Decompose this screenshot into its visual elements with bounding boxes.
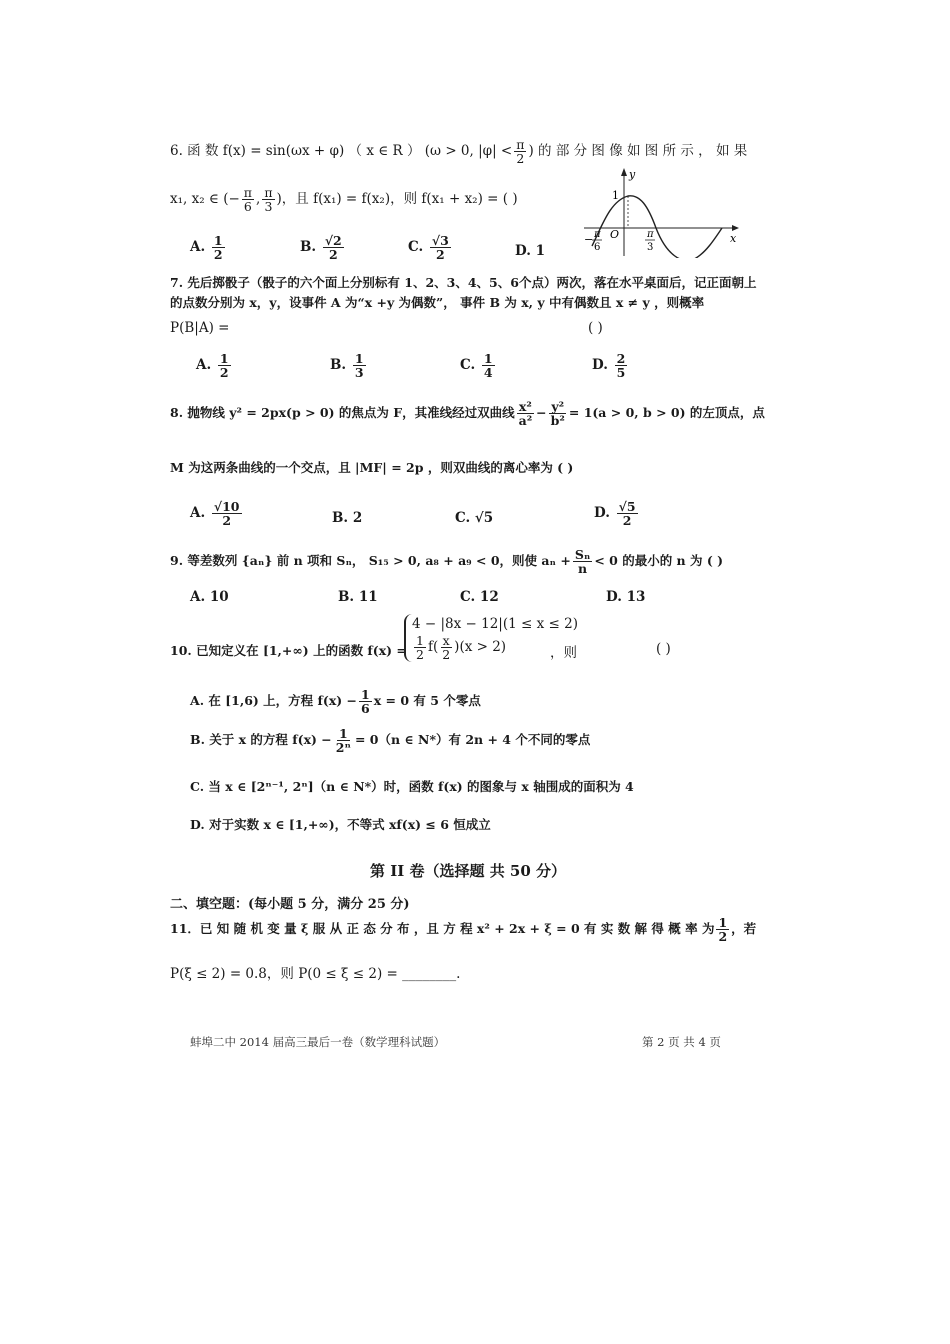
q6-sine-graph [582,166,742,258]
q6-frac-pi-3 [262,186,274,213]
frac-num: π [243,185,253,200]
q9-option-d[interactable] [606,589,645,605]
frac-num: Sₙ [574,547,591,562]
q9-line1-start: 9. 等差数列 {aₙ} 前 n 项和 Sₙ， S₁₅ > 0, a₈ + a₉ < 0，则使 aₙ + [170,553,571,569]
neg-sign: − [584,233,594,246]
q9-option-b[interactable] [338,589,378,605]
q10-lead: 10. 已知定义在 [1,+∞) 上的函数 f(x) = [170,643,407,658]
frac-num: 1 [354,351,364,366]
q11-line1 [170,916,756,943]
frac-den: 3 [264,199,273,215]
frac-num: 1 [718,915,728,930]
q6-line1-tail: ) 的 部 分 图 像 如 图 所 示 ， 如 果 [528,143,748,160]
option-a-start: A. 在 [1,6) 上，方程 f(x) − [190,693,358,709]
option-label: A. [196,357,212,374]
option-label: D. [592,357,608,374]
frac-num: y² [551,399,565,414]
frac-num: 2 [616,351,626,366]
option-label: C. [460,357,476,374]
option-label: B. [300,239,317,256]
q8-line2: M 为这两条曲线的一个交点，且 |MF| = 2p ，则双曲线的离心率为 ( ) [170,460,574,475]
frac-num: √10 [213,499,240,514]
option-value: 10 [209,589,229,605]
y-one-label: 1 [612,189,619,202]
q8-option-c[interactable] [455,510,493,526]
x-axis-arrow [732,225,739,231]
q9-frac-sn-n [573,548,593,575]
q7-answer-paren: ( ) [588,320,603,336]
case2-tail: )(x > 2) [454,639,507,656]
frac-num: √5 [618,499,636,514]
case2-mid: f( [427,639,439,656]
x-axis-label: x [730,232,737,245]
frac-num: √3 [431,233,449,248]
q10-option-b[interactable] [190,727,590,754]
option-fraction [212,234,225,261]
q6-frac-pi-6 [242,186,254,213]
q6-option-a[interactable] [190,234,227,261]
q10-answer-paren: ( ) [656,641,671,657]
footer-left: 蚌埠二中 2014 届高三最后一卷（数学理科试题） [190,1035,446,1049]
option-fraction [617,500,638,527]
option-label: B. [332,510,349,526]
q8-option-d[interactable] [594,500,640,527]
option-a-fraction [359,688,372,715]
pos-tick-num: π [647,229,654,240]
piecewise-case-1: 4 − |8x − 12|(1 ≤ x ≤ 2) [412,616,578,632]
q8-line1-start: 8. 抛物线 y² = 2px(p > 0) 的焦点为 F，其准线经过双曲线 [170,405,515,421]
frac-den: a² [518,413,533,429]
frac-den: b² [550,413,565,429]
option-fraction [212,500,242,527]
frac-den: 5 [616,365,626,381]
frac-den: 2 [222,513,232,529]
pos-tick-den: 3 [647,242,654,253]
q7-line1: 7. 先后掷骰子（骰子的六个面上分别标有 1、2、3、4、5、6个点）两次，落在水平桌面后，记正面朝上 [170,275,757,290]
option-b-start: B. 关于 x 的方程 f(x) − [190,732,332,748]
q6-option-b[interactable] [300,234,346,261]
q7-line2: 的点数分别为 x，y，设事件 A 为“x +y 为偶数”， 事件 B 为 x, y 中有偶数且 x ≠ y ，则概率 [170,295,705,310]
option-fraction [482,352,495,379]
q7-option-b[interactable] [330,352,368,379]
frac-den: 2ⁿ [335,740,351,756]
frac-num: π [264,185,273,200]
frac-num: 1 [219,351,229,366]
frac-num: 1 [416,633,424,649]
q8-line1-end: = 1(a > 0, b > 0) 的左顶点，点 [568,405,765,421]
frac-num: x [442,633,450,649]
q6-phi-bound-fraction [514,138,526,165]
footer-page-number: 第 2 页 共 4 页 [642,1035,721,1049]
option-value: 1 [535,243,546,259]
q11-line1-start: 11．已 知 随 机 变 量 ξ 服 从 正 态 分 布 ，且 方 程 x² + 2x + ξ = 0 有 实 数 解 得 概 率 为 [170,921,715,937]
option-b-fraction [334,727,353,754]
frac-den: 2 [328,247,338,263]
comma: , [256,191,261,208]
option-label: A. [190,505,206,522]
option-fraction [430,234,451,261]
q11-line1-end: ，若 [731,921,757,937]
frac-num: 1 [361,687,370,702]
origin-label: O [610,228,620,241]
q10-option-d[interactable]: D. 对于实数 x ∈ [1,+∞)，不等式 xf(x) ≤ 6 恒成立 [190,817,491,832]
q6-line2 [170,186,518,213]
case2-half [414,634,426,661]
option-label: C. [460,589,476,605]
option-label: A. [190,239,206,256]
option-label: B. [338,589,355,605]
option-fraction [218,352,231,379]
option-value: 2 [352,510,363,526]
q11-frac-half [716,916,729,943]
minus-sign: − [536,405,547,421]
section-2-title: 第 II 卷（选择题 共 50 分） [370,862,567,880]
q8-option-a[interactable] [190,500,244,527]
option-label: B. [330,357,347,374]
q6-option-c[interactable] [408,234,453,261]
option-value: 12 [479,589,499,605]
q6-line2-start: x₁, x₂ ∈ (− [170,191,240,208]
q7-option-c[interactable] [460,352,497,379]
q8-frac-y2-b2 [549,400,567,427]
frac-den: 2 [442,647,451,663]
q9-option-c[interactable] [460,589,499,605]
q6-line1-text: 6. 函 数 f(x) = sin(ωx + φ) （ x ∈ R ） (ω > 0, |φ| < [170,143,513,160]
q9-line1-end: < 0 的最小的 n 为 ( ) [594,553,724,569]
neg-tick-num: π [594,229,601,240]
option-fraction [615,352,628,379]
option-label: D. [515,243,531,259]
frac-num: 1 [339,726,348,741]
q6-line1 [170,138,747,165]
option-label: D. [594,505,610,522]
case2-x-over-2 [440,634,452,661]
q7-option-d[interactable] [592,352,629,379]
frac-num: √2 [324,233,342,248]
y-axis-label: y [629,168,636,181]
frac-num: 1 [483,351,493,366]
q6-option-d[interactable] [515,243,545,259]
option-label: C. [408,239,424,256]
option-value: 11 [358,589,378,605]
q8-option-b[interactable] [332,510,362,526]
frac-den: 2 [622,513,632,529]
sine-curve [592,196,722,258]
q9-option-a[interactable] [190,589,229,605]
option-label: A. [190,589,206,605]
q10-option-a[interactable] [190,688,481,715]
q7-line3: P(B|A) = [170,320,230,336]
option-a-end: x = 0 有 5 个零点 [373,693,481,709]
option-b-end: = 0（n ∈ N*）有 2n + 4 个不同的零点 [354,732,591,748]
frac-den: n [578,561,588,577]
frac-num: π [516,137,525,152]
neg-tick-den: 6 [594,242,601,253]
y-axis-arrow [621,168,627,176]
section-2-subtitle: 二、填空题：(每小题 5 分，满分 25 分) [170,897,410,912]
frac-den: 3 [354,365,364,381]
frac-den: 2 [718,929,728,945]
option-value: √5 [474,510,494,526]
frac-den: 2 [416,647,424,663]
q8-frac-x2-a2 [517,400,535,427]
option-fraction [323,234,344,261]
q11-line2: P(ξ ≤ 2) = 0.8，则 P(0 ≤ ξ ≤ 2) = ________. [170,966,461,982]
q7-option-a[interactable] [196,352,233,379]
option-value: 13 [626,589,646,605]
frac-den: 4 [483,365,493,381]
option-label: C. [455,510,471,526]
q6-line2-end: )，且 f(x₁) = f(x₂)，则 f(x₁ + x₂) = ( ) [276,191,518,208]
frac-den: 2 [213,247,223,263]
frac-den: 2 [219,365,229,381]
option-fraction [353,352,366,379]
q8-line1 [170,400,765,427]
frac-num: 1 [213,233,223,248]
frac-den: 6 [361,701,370,717]
frac-den: 6 [243,199,252,215]
q9-line1 [170,548,723,575]
frac-den: 2 [516,151,525,167]
q10-then: ，则 [550,645,577,661]
option-label: D. [606,589,622,605]
frac-num: x² [518,399,532,414]
q10-option-c[interactable]: C. 当 x ∈ [2ⁿ⁻¹, 2ⁿ]（n ∈ N*）时，函数 f(x) 的图象与 x 轴围成的面积为 4 [190,779,634,794]
frac-den: 2 [436,247,445,263]
